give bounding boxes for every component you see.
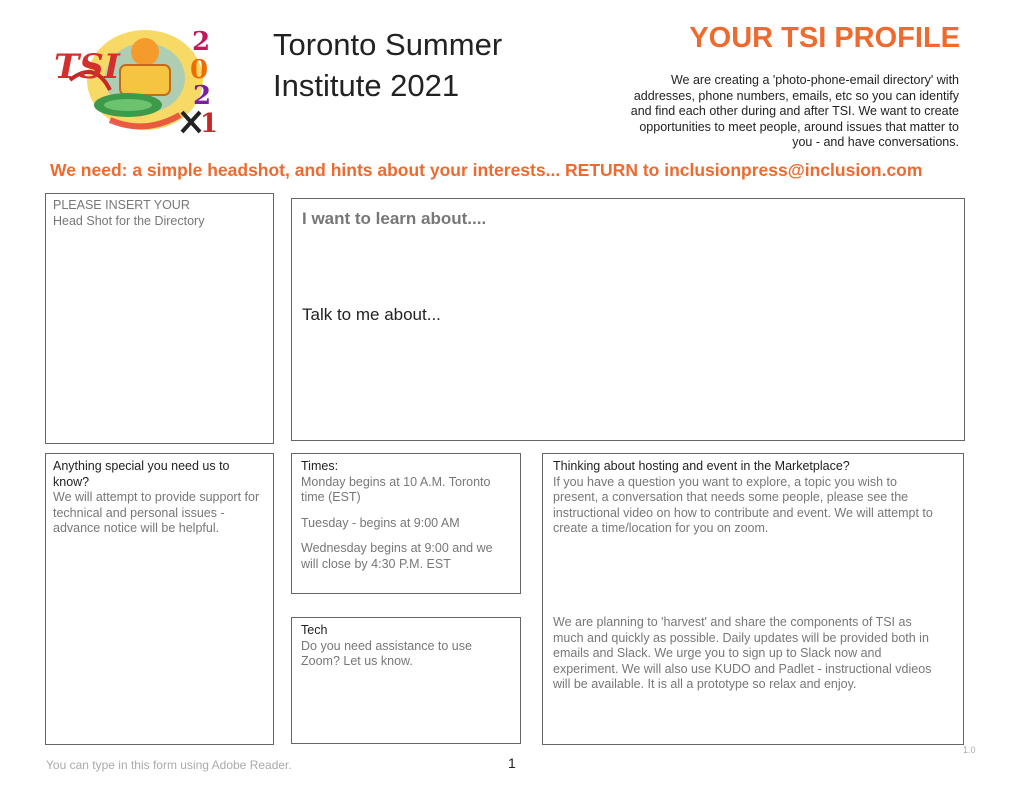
headshot-field[interactable]	[45, 193, 274, 444]
we-need-banner: We need: a simple headshot, and hints about your interests... RETURN to inclusionpress@inclusion.com	[50, 160, 923, 180]
times-wednesday: Wednesday begins at 9:00 and we will close by 4:30 P.M. EST	[301, 541, 493, 571]
market-body: If you have a question you want to explore, a topic you wish to present, a conversation that needs some people, please see the instructional video on how to contribute and event. We will attempt to create a time/location for you on zoom.	[553, 474, 933, 535]
profile-heading: YOUR TSI PROFILE	[689, 22, 960, 54]
footer-note: You can type in this form using Adobe Reader.	[46, 758, 292, 772]
special-heading: Anything special you need us to know?	[53, 459, 230, 489]
special-needs-field[interactable]	[45, 453, 274, 745]
tech-field[interactable]	[291, 617, 521, 744]
marketplace-field[interactable]	[542, 453, 964, 745]
svg-text:0: 0	[190, 55, 209, 85]
tech-heading: Tech	[301, 623, 328, 637]
page-number: 1	[508, 755, 516, 771]
market-heading: Thinking about hosting and event in the Marketplace?	[553, 459, 850, 473]
tsi-2021-logo-icon	[50, 20, 240, 138]
times-heading: Times:	[301, 459, 339, 473]
svg-text:1: 1	[200, 109, 219, 138]
talk-about-label: Talk to me about...	[302, 305, 441, 324]
title-line-2: Institute 2021	[273, 68, 460, 103]
times-box	[291, 453, 521, 594]
tech-body: Do you need assistance to use Zoom? Let us know.	[301, 638, 472, 668]
svg-text:2: 2	[192, 27, 211, 57]
svg-text:2: 2	[193, 81, 212, 111]
headshot-label-line2: Head Shot for the Directory	[53, 213, 205, 228]
times-tuesday: Tuesday - begins at 9:00 AM	[301, 515, 460, 530]
page-title	[273, 24, 593, 106]
logo-text-tsi: TSI	[54, 47, 120, 87]
times-monday: Monday begins at 10 A.M. Toronto time (EST)	[301, 474, 491, 504]
version-label: 1.0	[963, 745, 976, 755]
special-body: We will attempt to provide support for technical and personal issues - advance notice will be helpful.	[53, 490, 260, 535]
tsi-logo	[50, 20, 240, 138]
intro-text: We are creating a 'photo-phone-email directory' with addresses, phone numbers, emails, etc so you can identify and find each other during and after TSI. We want to create opportunities to meet people, around issues that matter to you - and have conversations.	[630, 73, 959, 149]
headshot-label-line1: PLEASE INSERT YOUR	[53, 198, 190, 212]
title-line-1: Toronto Summer	[273, 27, 503, 62]
interests-field[interactable]	[291, 198, 965, 441]
learn-about-label: I want to learn about....	[302, 209, 487, 228]
harvest-text: We are planning to 'harvest' and share the components of TSI as much and quickly as possible. Daily updates will be provided both in emails and Slack. We urge you to sign up to Slack now and experiment. We will also use KUDO and Padlet - instructional vdieos will be available. It is all a prototype so relax and enjoy.	[553, 615, 932, 691]
